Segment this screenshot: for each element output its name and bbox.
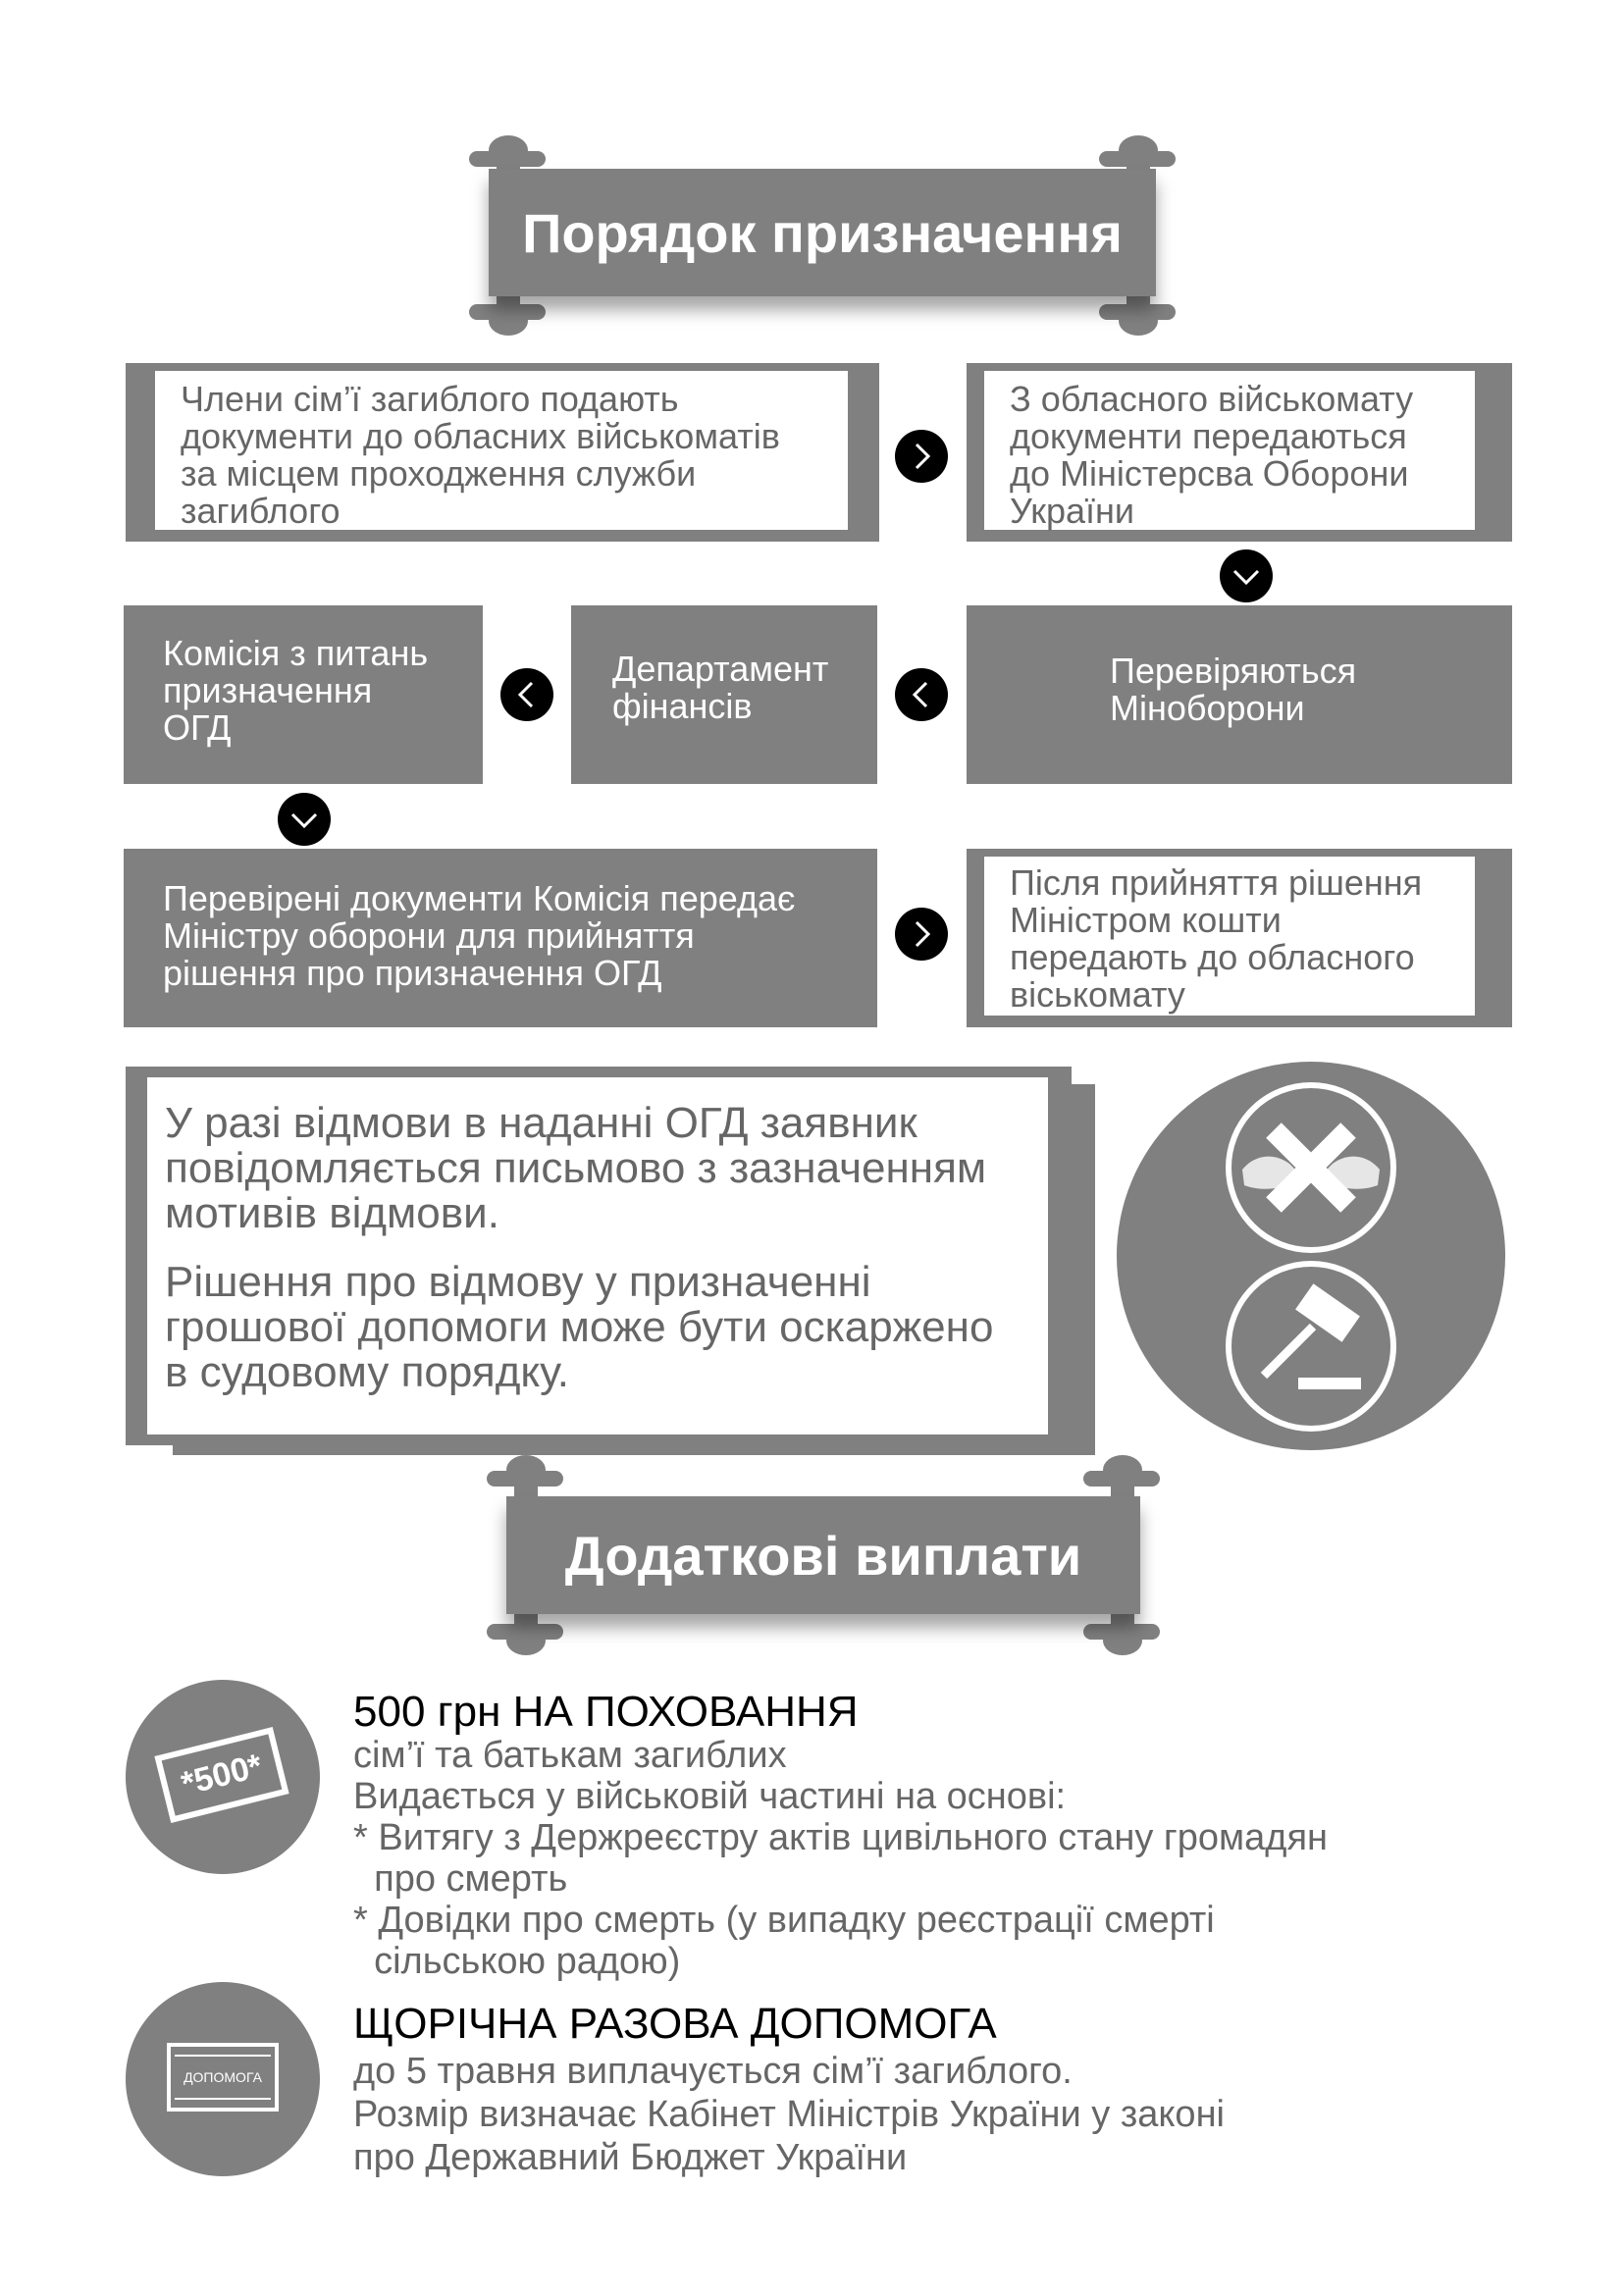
- flow-step-7-line: Міністром кошти: [1010, 900, 1282, 940]
- flow-step-6-line: рішення про призначення ОГД: [163, 953, 662, 993]
- flow-step-5-line: Комісія з питань: [163, 633, 429, 673]
- flow-step-7-line: передають до обласного: [1010, 937, 1415, 977]
- payment-500-line: про смерть: [353, 1858, 568, 1900]
- scroll-cap: [487, 1624, 563, 1640]
- refusal-hands-icon: [1229, 1085, 1393, 1250]
- scroll-cap: [1083, 1624, 1160, 1640]
- procedure-title: Порядок призначення: [489, 169, 1156, 296]
- scroll-cap: [487, 1471, 563, 1487]
- flow-step-1-line: загиблого: [181, 491, 341, 531]
- scroll-cap: [469, 151, 546, 167]
- flow-step-1: [126, 363, 879, 542]
- gavel-icon: [1229, 1264, 1393, 1429]
- flow-step-2-line: З обласного військомату: [1010, 379, 1414, 419]
- annual-aid-badge: [126, 1982, 320, 2176]
- additional-banner: [469, 1457, 1178, 1653]
- refusal-text: [147, 1077, 1048, 1434]
- arrow-right-icon: [895, 908, 948, 961]
- arrow-left-icon: [895, 668, 948, 721]
- refusal-icons-circle: [1117, 1062, 1505, 1450]
- refusal-line: в судовому порядку.: [165, 1348, 569, 1396]
- flow-step-5-line: ОГД: [163, 707, 232, 748]
- payment-500-line: сільською радою): [353, 1941, 681, 1982]
- flow-step-1-line: документи до обласних військоматів: [181, 416, 780, 456]
- annual-aid-line: про Державний Бюджет України: [353, 2137, 908, 2178]
- banknote-icon: [154, 1727, 288, 1823]
- flow-step-3-line: Міноборони: [1110, 688, 1305, 728]
- payment-500-line: * Довідки про смерть (у випадку реєстрації смерті: [353, 1900, 1215, 1941]
- flow-step-6: [124, 849, 877, 1027]
- scroll-cap: [1083, 1471, 1160, 1487]
- flow-step-7-line: Після прийняття рішення: [1010, 862, 1423, 903]
- payment-500-line: Видається у військовій частині на основі:: [353, 1776, 1067, 1817]
- refusal-line: Рішення про відмову у призначенні: [165, 1258, 871, 1306]
- flow-step-5-line: призначення: [163, 670, 373, 710]
- flow-step-4-line: фінансів: [612, 686, 753, 726]
- payment-500-line: * Витягу з Держреєстру актів цивільного стану громадян: [353, 1817, 1329, 1858]
- flow-step-4: [571, 605, 877, 784]
- flow-step-1-line: за місцем проходження служби: [181, 453, 697, 494]
- scroll-cap: [1099, 304, 1176, 320]
- annual-aid-line: до 5 травня виплачується сім’ї загиблого.: [353, 2051, 1073, 2092]
- flow-step-5: [124, 605, 483, 784]
- flow-step-2-line: до Міністерсва Оборони: [1010, 453, 1409, 494]
- annual-aid-line: Розмір визначає Кабінет Міністрів України у законі: [353, 2094, 1225, 2135]
- refusal-line: мотивів відмови.: [165, 1189, 499, 1237]
- flow-step-1-line: Члени сім’ї загиблого подають: [181, 379, 679, 419]
- arrow-down-icon: [278, 793, 331, 846]
- annual-aid-title: ЩОРІЧНА РАЗОВА ДОПОМОГА: [353, 2000, 997, 2048]
- document-icon: [167, 2043, 279, 2112]
- refusal-line: грошової допомоги може бути оскаржено: [165, 1303, 994, 1351]
- payment-500-line: сім’ї та батькам загиблих: [353, 1735, 787, 1776]
- flow-step-7: [967, 849, 1512, 1027]
- banknote-label: *500*: [177, 1747, 266, 1803]
- arrow-right-icon: [895, 430, 948, 483]
- flow-step-3-line: Перевіряються: [1110, 651, 1357, 691]
- document-label: ДОПОМОГА: [183, 2069, 262, 2085]
- arrow-left-icon: [500, 668, 553, 721]
- procedure-banner: [449, 137, 1195, 334]
- payment-500-title: 500 грн НА ПОХОВАННЯ: [353, 1688, 859, 1736]
- flow-step-4-line: Департамент: [612, 649, 829, 689]
- arrow-down-icon: [1220, 549, 1273, 602]
- flow-step-6-line: Перевірені документи Комісія передає: [163, 878, 796, 918]
- flow-step-2-line: документи передаються: [1010, 416, 1407, 456]
- refusal-line: У разі відмови в наданні ОГД заявник: [165, 1099, 917, 1147]
- flow-step-6-line: Міністру оборони для прийняття: [163, 915, 695, 956]
- flow-step-7-line: віськомату: [1010, 974, 1185, 1015]
- payment-500-badge: [126, 1680, 320, 1874]
- scroll-cap: [1099, 151, 1176, 167]
- flow-step-2-line: України: [1010, 491, 1135, 531]
- scroll-cap: [469, 304, 546, 320]
- flow-step-2: [967, 363, 1512, 542]
- flow-step-3: [967, 605, 1512, 784]
- refusal-line: повідомляється письмово з зазначенням: [165, 1144, 987, 1192]
- additional-title: Додаткові виплати: [506, 1496, 1140, 1614]
